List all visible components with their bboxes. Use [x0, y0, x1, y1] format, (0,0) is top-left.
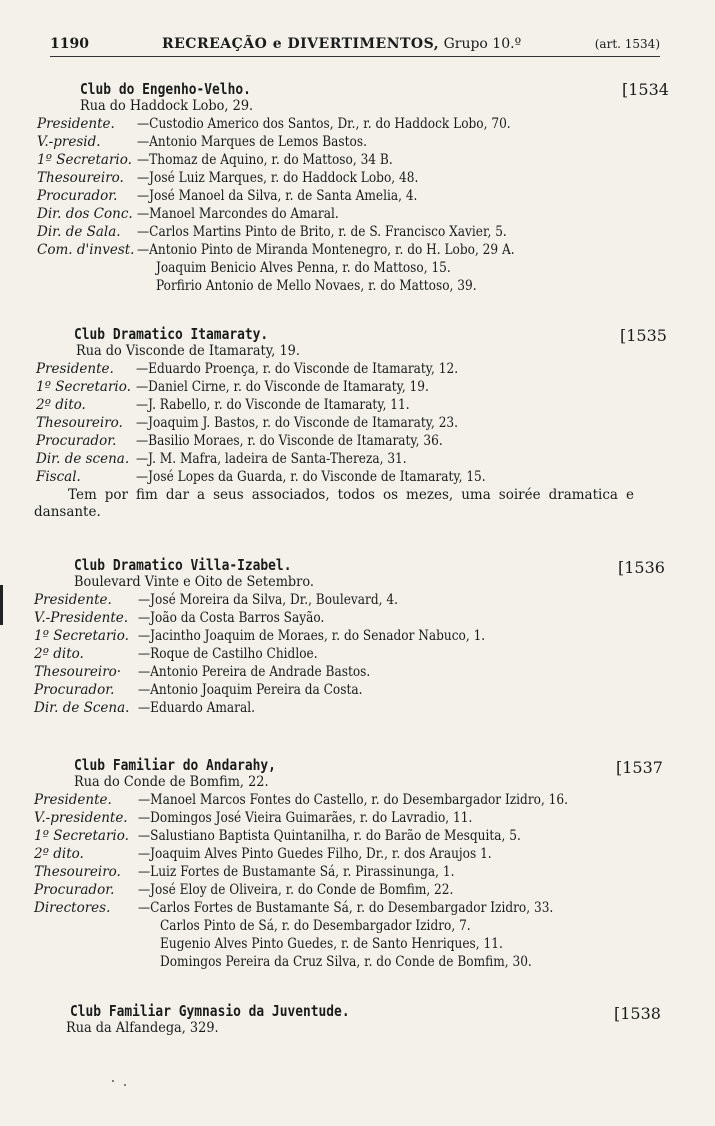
- officer-text: —J. Rabello, r. do Visconde de Itamaraty, 11.: [136, 397, 410, 413]
- continuation-line: Carlos Pinto de Sá, r. do Desembargador Izidro, 7.: [160, 918, 471, 934]
- officer-text: —Domingos José Vieira Guimarães, r. do Lavradio, 11.: [138, 810, 473, 826]
- officer-role: Dir. de scena.: [36, 451, 130, 467]
- print-speck: [124, 1084, 126, 1086]
- entry-number: [1537: [616, 758, 663, 777]
- officer-text: —Joaquim Alves Pinto Guedes Filho, Dr., r. dos Araujos 1.: [138, 846, 492, 862]
- officer-role: Com. d'invest.: [37, 242, 135, 258]
- entry-number: [1535: [620, 326, 667, 345]
- officer-role: Thesoureiro.: [37, 170, 124, 186]
- officer-text: —José Manoel da Silva, r. de Santa Amelia, 4.: [137, 188, 418, 204]
- officer-text: —Carlos Martins Pinto de Brito, r. de S. Francisco Xavier, 5.: [137, 224, 507, 240]
- officer-text: —Luiz Fortes de Bustamante Sá, r. Pirassinunga, 1.: [138, 864, 455, 880]
- officer-role: 1º Secretario.: [37, 152, 132, 168]
- running-title: [162, 36, 521, 52]
- officer-role: Thesoureiro.: [34, 864, 121, 880]
- running-title-group: Grupo 10.º: [439, 36, 522, 52]
- officer-role: 2º dito.: [34, 646, 84, 662]
- page-number: 1190: [50, 36, 89, 52]
- officer-text: —Daniel Cirne, r. do Visconde de Itamaraty, 19.: [136, 379, 429, 395]
- page-header: [50, 34, 660, 57]
- officer-text: —José Lopes da Guarda, r. do Visconde de Itamaraty, 15.: [136, 469, 486, 485]
- running-title-bold: RECREAÇÃO e DIVERTIMENTOS,: [162, 36, 440, 52]
- officer-role: Dir. de Sala.: [37, 224, 121, 240]
- officer-text: —Antonio Pereira de Andrade Bastos.: [138, 664, 371, 680]
- club-address: Rua do Visconde de Itamaraty, 19.: [76, 343, 300, 359]
- officer-role: Fiscal.: [36, 469, 81, 485]
- club-address: Rua da Alfandega, 329.: [66, 1020, 219, 1036]
- club-address: Boulevard Vinte e Oito de Setembro.: [74, 574, 314, 590]
- officer-text: —Carlos Fortes de Bustamante Sá, r. do Desembargador Izidro, 33.: [138, 900, 554, 916]
- officer-role: 2º dito.: [36, 397, 86, 413]
- club-name: Club do Engenho-Velho.: [80, 80, 251, 98]
- officer-text: —Basilio Moraes, r. do Visconde de Itamaraty, 36.: [136, 433, 443, 449]
- officer-text: —Antonio Pinto de Miranda Montenegro, r. do H. Lobo, 29 A.: [137, 242, 515, 258]
- officer-role: 1º Secretario.: [36, 379, 131, 395]
- officer-text: —Manoel Marcos Fontes do Castello, r. do Desembargador Izidro, 16.: [138, 792, 569, 808]
- club-name: Club Familiar do Andarahy,: [74, 756, 276, 774]
- officer-role: Dir. de Scena.: [34, 700, 130, 716]
- officer-role: V.-Presidente.: [34, 610, 129, 626]
- club-name: Club Dramatico Villa-Izabel.: [74, 556, 292, 574]
- officer-role: Presidente.: [34, 792, 112, 808]
- officer-role: V.-presidente.: [34, 810, 128, 826]
- officer-role: Procurador.: [37, 188, 118, 204]
- officer-role: Presidente.: [34, 592, 112, 608]
- officer-text: —Custodio Americo dos Santos, Dr., r. do Haddock Lobo, 70.: [137, 116, 511, 132]
- officer-role: Procurador.: [36, 433, 117, 449]
- article-reference: (art. 1534): [594, 37, 660, 51]
- officer-role: 2º dito.: [34, 846, 84, 862]
- print-speck: [112, 1080, 114, 1082]
- officer-text: —Jacintho Joaquim de Moraes, r. do Senador Nabuco, 1.: [138, 628, 486, 644]
- continuation-line: Eugenio Alves Pinto Guedes, r. de Santo Henriques, 11.: [160, 936, 503, 952]
- officer-text: —Roque de Castilho Chidloe.: [138, 646, 318, 662]
- continuation-line: Porfirio Antonio de Mello Novaes, r. do Mattoso, 39.: [156, 278, 477, 294]
- officer-role: Thesoureiro.: [36, 415, 123, 431]
- officer-role: Directores.: [34, 900, 111, 916]
- officer-role: Procurador.: [34, 682, 115, 698]
- officer-text: —José Luiz Marques, r. do Haddock Lobo, 48.: [137, 170, 419, 186]
- entry-number: [1536: [618, 558, 665, 577]
- officer-text: —Salustiano Baptista Quintanilha, r. do Barão de Mesquita, 5.: [138, 828, 521, 844]
- officer-role: Presidente.: [37, 116, 115, 132]
- club-description: Tem por fim dar a seus associados, todos os mezes, uma soirée dramatica e dansante.: [34, 487, 634, 520]
- officer-role: Presidente.: [36, 361, 114, 377]
- officer-text: —Eduardo Proença, r. do Visconde de Itamaraty, 12.: [136, 361, 459, 377]
- officer-text: —José Eloy de Oliveira, r. do Conde de Bomfim, 22.: [138, 882, 454, 898]
- officer-text: —J. M. Mafra, ladeira de Santa-Thereza, 31.: [136, 451, 407, 467]
- officer-text: —Eduardo Amaral.: [138, 700, 255, 716]
- officer-role: Thesoureiro·: [34, 664, 122, 680]
- officer-text: —João da Costa Barros Sayão.: [138, 610, 325, 626]
- officer-text: —José Moreira da Silva, Dr., Boulevard, 4.: [138, 592, 398, 608]
- officer-role: Procurador.: [34, 882, 115, 898]
- continuation-line: Joaquim Benicio Alves Penna, r. do Mattoso, 15.: [156, 260, 451, 276]
- club-address: Rua do Haddock Lobo, 29.: [80, 98, 254, 114]
- officer-text: —Antonio Joaquim Pereira da Costa.: [138, 682, 363, 698]
- officer-text: —Antonio Marques de Lemos Bastos.: [137, 134, 367, 150]
- officer-role: Dir. dos Conc.: [37, 206, 133, 222]
- officer-role: 1º Secretario.: [34, 628, 129, 644]
- club-address: Rua do Conde de Bomfim, 22.: [74, 774, 269, 790]
- officer-role: 1º Secretario.: [34, 828, 129, 844]
- entry-number: [1534: [622, 80, 669, 99]
- officer-text: —Joaquim J. Bastos, r. do Visconde de Itamaraty, 23.: [136, 415, 459, 431]
- club-name: Club Dramatico Itamaraty.: [74, 325, 269, 343]
- officer-role: V.-presid.: [37, 134, 101, 150]
- margin-mark: [0, 585, 3, 625]
- officer-text: —Manoel Marcondes do Amaral.: [137, 206, 339, 222]
- continuation-line: Domingos Pereira da Cruz Silva, r. do Conde de Bomfim, 30.: [160, 954, 532, 970]
- officer-text: —Thomaz de Aquino, r. do Mattoso, 34 B.: [137, 152, 393, 168]
- club-name: Club Familiar Gymnasio da Juventude.: [70, 1002, 350, 1020]
- entry-number: [1538: [614, 1004, 661, 1023]
